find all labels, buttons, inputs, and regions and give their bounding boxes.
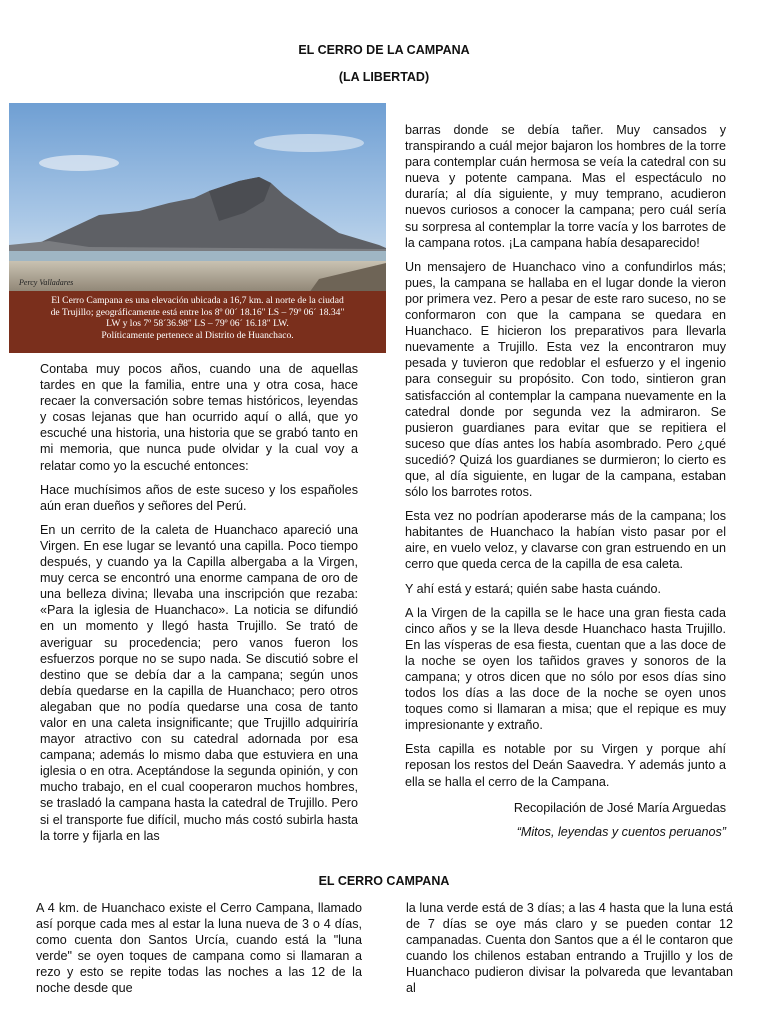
paragraph: En un cerrito de la caleta de Huanchaco apareció una Virgen. En ese lugar se levantó una capilla. Poco tiempo después, y cuando ya la Capilla albergaba a la Virgen, muy cerca se encontró una enorme campana de oro de una belleza divina; llevaba una inscripción que rezaba: «Para la iglesia de Huanchaco». La noticia se difundió en un momento y llegó hasta Trujillo. Se trató de averiguar su procedencia; pero vanos fueron los esfuerzos porque no se supo nada. Se discutió sobre el destino que se debía dar a la campana; según unos debía quedarse en la capilla de Huanchaco; pero otros alegaban que no podía quedarse una cosa de tanto valor en una caleta insignificante; que Trujillo adquiriría mayor atractivo con su catedral adornada por esa campana; además lo mismo daba que estuviera en una iglesia o en otra. Aceptándose la segunda opinión, y con mucho trabajo, en el cual cooperaron muchos hombres, se trasladó la campana hasta la catedral de Trujillo. Pero si el transporte fue difícil, mucho más costó subirla hasta la torre y fijarla en las	[40, 522, 358, 843]
story2-right-column	[406, 900, 733, 1005]
story1-right-column	[405, 122, 726, 848]
paragraph: A la Virgen de la capilla se le hace una gran fiesta cada cinco años y se la lleva desde Huanchaco hasta Trujillo. En las vísperas de esa fiesta, cuentan que a las doce de la noche se oyen los tañidos graves y sonoros de la campana; y otros dicen que no sólo por esos días sino todos los días a las doce de la noche se oyen unos toques como si llamaran a misa; que el repique es muy impresionante y extraño.	[405, 605, 726, 733]
paragraph: la luna verde está de 3 días; a las 4 hasta que la luna está de 7 días se oye más claro y se pueden contar 12 campanadas. Cuenta don Santos que a él le contaron que cuando los chilenos estaban entrando a Trujillo y los de Huanchaco pudieron divisar la polvareda que levantaban al	[406, 901, 733, 996]
caption-line: El Cerro Campana es una elevación ubicada a 16,7 km. al norte de la ciudad	[51, 295, 344, 306]
attribution: Recopilación de José María Arguedas	[513, 800, 726, 815]
story2-left-column	[36, 900, 362, 1005]
photo-caption	[9, 291, 386, 353]
paragraph: Esta vez no podrían apoderarse más de la campana; los habitantes de Huanchaco la habían visto pasar por el aire, en vuelo veloz, y clavarse con gran estruendo en un cerro que queda cerca de la capilla de esa caleta.	[405, 509, 726, 572]
caption-line: de Trujillo; geográficamente está entre los 8º 00´ 18.16" LS – 79º 06´ 18.34"	[50, 306, 345, 318]
caption-line: LW y los 7º 58´36.98" LS – 79º 06´ 16.18" LW.	[106, 318, 289, 330]
page-title: EL CERRO DE LA CAMPANA	[298, 43, 470, 57]
page-subtitle: (LA LIBERTAD)	[338, 70, 430, 84]
photo-credit: Percy Valladares	[19, 278, 74, 287]
story1-left-column	[40, 361, 358, 852]
paragraph: Hace muchísimos años de este suceso y los españoles aún eran dueños y señores del Perú.	[40, 482, 358, 513]
cerro-campana-photo	[9, 103, 386, 353]
caption-line: Políticamente pertenece al Distrito de Huanchaco.	[101, 329, 294, 341]
section-title: EL CERRO CAMPANA	[318, 874, 450, 888]
source-title: “Mitos, leyendas y cuentos peruanos”	[516, 824, 726, 839]
paragraph: barras donde se debía tañer. Muy cansados y transpirando a cuál mejor bajaron los hombres de la torre para contemplar cuán hermosa se veía la catedral con su nueva y potente campana. Mas el espectáculo no duraría; al día siguiente, y muy temprano, acudieron nuevos curiosos a conocer la campana; pero cuál sería su sorpresa al contemplar la torre vacía y los barrotes de la campana rotos. ¡La campana había desaparecido!	[405, 123, 726, 250]
paragraph: Un mensajero de Huanchaco vino a confundirlos más; pues, la campana se hallaba en el lugar donde la vieron por primera vez. Pero a pesar de este raro suceso, no se conformaron con que la campana se quedara en Huanchaco. E hicieron los preparativos para llevarla nuevamente a Trujillo. Esta vez la encontraron muy pesada y tuvieron que redoblar el esfuerzo y el ingenio para conseguir su propósito. Con todo, sintieron gran satisfacción al contemplar la campana nuevamente en la catedral donde por segunda vez la admiraron. Se pusieron guardianes para evitar que se repitiera el suceso que días antes los había asombrado. Pero ¿qué sucedió? Quizá los guardianes se durmieron; lo cierto es que, al día siguiente, en lugar de la campana, estaban sólo los barrotes rotos.	[405, 259, 726, 500]
paragraph: A 4 km. de Huanchaco existe el Cerro Campana, llamado así porque cada mes al estar la luna nueva de 3 o 4 días, como cuenta don Santos Urcía, cuando está la "luna verde" se oyen toques de campana como si llamaran a rezo y esto se repite todas las noches a las 12 de la noche desde que	[36, 901, 362, 996]
paragraph: Esta capilla es notable por su Virgen y porque ahí reposan los restos del Deán Saavedra. Y además junto a ella se halla el cerro de la Campana.	[405, 742, 726, 789]
paragraph: Y ahí está y estará; quién sabe hasta cuándo.	[405, 581, 662, 596]
paragraph: Contaba muy pocos años, cuando una de aquellas tardes en que la familia, entre una y otra cosa, hace recaer la conversación sobre temas históricos, leyendas y cosas lejanas que han ocurrido aquí o allá, que yo escuché una historia, una historia que se grabó tanto en mi memoria, que nunca pude olvidar y la cual voy a relatar como yo la escuché entonces:	[40, 362, 358, 473]
